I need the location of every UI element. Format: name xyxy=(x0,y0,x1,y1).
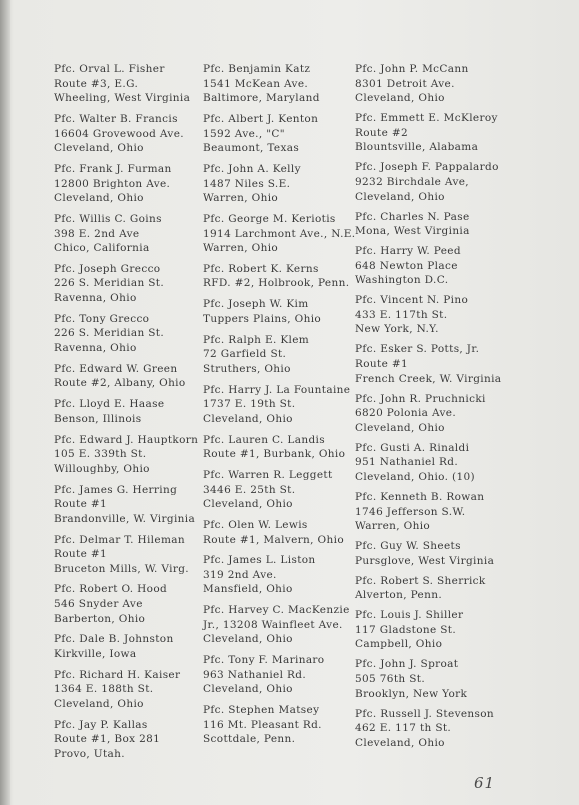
soldier-name: Pfc. Edward J. Hauptkorn xyxy=(54,433,199,446)
roster-entry xyxy=(54,582,202,626)
roster-entry xyxy=(355,293,505,337)
address-line: Mona, West Virginia xyxy=(355,225,470,238)
roster-entry xyxy=(203,603,353,647)
soldier-name: Pfc. Orval L. Fisher xyxy=(54,63,165,75)
address-line: 1541 McKean Ave. xyxy=(203,77,309,90)
address-line: Jr., 13208 Wainfleet Ave. xyxy=(203,618,343,631)
soldier-name: Pfc. Harry J. La Fountaine xyxy=(203,383,351,396)
soldier-name: Pfc. John P. McCann xyxy=(355,63,469,75)
address-line: Campbell, Ohio xyxy=(355,638,443,651)
address-line: 72 Garfield St. xyxy=(203,348,287,361)
address-line: Provo, Utah. xyxy=(54,747,125,760)
roster-entry xyxy=(203,297,353,326)
soldier-name: Pfc. Richard H. Kaiser xyxy=(54,668,181,681)
roster-entry xyxy=(355,657,505,701)
soldier-name: Pfc. Tony Grecco xyxy=(54,312,150,325)
roster-entry xyxy=(355,342,505,386)
address-line: Cleveland, Ohio xyxy=(54,142,144,155)
soldier-name: Pfc. Frank J. Furman xyxy=(54,162,172,175)
address-line: 226 S. Meridian St. xyxy=(54,327,165,340)
address-line: Pursglove, West Virginia xyxy=(355,554,495,567)
roster-entry xyxy=(203,518,353,547)
roster-entry xyxy=(203,468,353,512)
address-line: 319 2nd Ave. xyxy=(203,568,277,581)
roster-entry xyxy=(355,574,505,603)
soldier-name: Pfc. Russell J. Stevenson xyxy=(355,707,495,720)
address-line: Route #1 xyxy=(54,548,108,561)
address-line: Cleveland, Ohio xyxy=(203,498,293,511)
address-line: 9232 Birchdale Ave, xyxy=(355,175,469,188)
soldier-name: Pfc. Esker S. Potts, Jr. xyxy=(355,343,480,356)
roster-entry xyxy=(355,490,505,534)
address-line: Barberton, Ohio xyxy=(54,612,146,625)
address-line: 1364 E. 188th St. xyxy=(54,683,154,696)
address-line: Chico, California xyxy=(54,242,150,255)
address-line: Warren, Ohio xyxy=(355,520,431,533)
soldier-name: Pfc. Olen W. Lewis xyxy=(203,518,308,531)
address-line: 1487 Niles S.E. xyxy=(203,177,291,190)
address-line: 1914 Larchmont Ave., N.E. xyxy=(203,227,356,240)
soldier-name: Pfc. Jay P. Kallas xyxy=(54,718,148,731)
address-line: 1592 Ave., "C" xyxy=(203,127,285,140)
roster-entry xyxy=(355,392,505,436)
roster-entry xyxy=(54,262,202,306)
address-line: Cleveland, Ohio xyxy=(355,190,445,203)
soldier-name: Pfc. Charles N. Pase xyxy=(355,210,470,223)
address-line: Cleveland, Ohio xyxy=(355,421,445,434)
address-line: RFD. #2, Holbrook, Penn. xyxy=(203,277,350,290)
roster-entry xyxy=(203,62,353,106)
address-line: Cleveland, Ohio xyxy=(203,683,293,696)
roster-entry xyxy=(355,539,505,568)
soldier-name: Pfc. John A. Kelly xyxy=(203,162,301,175)
address-line: Route #2 xyxy=(355,126,409,139)
soldier-name: Pfc. James G. Herring xyxy=(54,483,178,496)
soldier-name: Pfc. Robert S. Sherrick xyxy=(355,574,486,587)
address-line: Cleveland, Ohio xyxy=(203,633,293,646)
address-line: Willoughby, Ohio xyxy=(54,462,150,475)
soldier-name: Pfc. George M. Keriotis xyxy=(203,212,336,225)
address-line: Route #1, Burbank, Ohio xyxy=(203,448,346,461)
address-line: Brooklyn, New York xyxy=(355,687,468,700)
address-line: 1737 E. 19th St. xyxy=(203,398,296,411)
address-line: 117 Gladstone St. xyxy=(355,623,457,636)
roster-entry xyxy=(355,210,505,239)
soldier-name: Pfc. Ralph E. Klem xyxy=(203,333,310,346)
soldier-name: Pfc. Harvey C. MacKenzie xyxy=(203,604,350,617)
address-line: Kirkville, Iowa xyxy=(54,648,137,661)
address-line: Route #1 xyxy=(54,498,108,511)
roster-entry xyxy=(54,162,202,206)
roster-entry xyxy=(54,397,202,426)
address-line: 398 E. 2nd Ave xyxy=(54,227,140,240)
roster-entry xyxy=(54,483,202,527)
roster-entry xyxy=(203,162,353,206)
address-line: 462 E. 117 th St. xyxy=(355,722,452,735)
roster-entry xyxy=(203,433,353,462)
roster-entry xyxy=(203,703,353,747)
roster-entry xyxy=(54,212,202,256)
address-line: Route #3, E.G. xyxy=(54,77,139,90)
address-line: 1746 Jefferson S.W. xyxy=(355,505,466,518)
soldier-name: Pfc. Guy W. Sheets xyxy=(355,540,461,553)
roster-entry xyxy=(355,111,505,155)
address-line: 3446 E. 25th St. xyxy=(203,483,296,496)
roster-entry xyxy=(355,707,505,751)
address-line: 6820 Polonia Ave. xyxy=(355,407,457,420)
soldier-name: Pfc. Albert J. Kenton xyxy=(203,112,319,125)
roster-entry xyxy=(203,333,353,377)
address-line: 116 Mt. Pleasant Rd. xyxy=(203,718,322,731)
address-line: Route #1, Malvern, Ohio xyxy=(203,533,344,546)
address-line: 951 Nathaniel Rd. xyxy=(355,456,459,469)
soldier-name: Pfc. John J. Sproat xyxy=(355,658,459,671)
address-line: Mansfield, Ohio xyxy=(203,583,293,596)
soldier-name: Pfc. James L. Liston xyxy=(203,554,316,567)
roster-entry xyxy=(54,668,202,712)
address-line: 963 Nathaniel Rd. xyxy=(203,668,307,681)
address-line: Route #1 xyxy=(355,358,409,371)
address-line: Benson, Illinois xyxy=(54,412,142,425)
soldier-name: Pfc. Kenneth B. Rowan xyxy=(355,490,485,503)
roster-entry xyxy=(54,632,202,661)
address-line: 8301 Detroit Ave. xyxy=(355,77,455,90)
address-line: Ravenna, Ohio xyxy=(54,292,137,305)
address-line: 12800 Brighton Ave. xyxy=(54,177,171,190)
address-line: 648 Newton Place xyxy=(355,259,458,272)
address-line: Struthers, Ohio xyxy=(203,362,291,375)
address-line: Beaumont, Texas xyxy=(203,142,300,155)
address-line: 433 E. 117th St. xyxy=(355,308,448,321)
roster-entry xyxy=(54,433,202,477)
page-number: 61 xyxy=(474,774,496,792)
soldier-name: Pfc. Walter B. Francis xyxy=(54,112,178,125)
roster-entry xyxy=(203,262,353,291)
address-line: New York, N.Y. xyxy=(355,323,439,336)
address-line: Tuppers Plains, Ohio xyxy=(203,312,322,325)
roster-entry xyxy=(355,62,505,106)
roster-entry xyxy=(54,533,202,577)
roster-column-2 xyxy=(203,62,356,753)
soldier-name: Pfc. Joseph Grecco xyxy=(54,262,161,275)
soldier-name: Pfc. Benjamin Katz xyxy=(203,63,311,75)
roster-entry xyxy=(355,244,505,288)
soldier-name: Pfc. Tony F. Marinaro xyxy=(203,654,325,667)
roster-entry xyxy=(203,653,353,697)
soldier-name: Pfc. Edward W. Green xyxy=(54,362,178,375)
soldier-name: Pfc. Dale B. Johnston xyxy=(54,633,174,646)
address-line: Baltimore, Maryland xyxy=(203,92,320,105)
roster-column-3 xyxy=(355,62,505,756)
address-line: Route #1, Box 281 xyxy=(54,733,161,746)
soldier-name: Pfc. Joseph F. Pappalardo xyxy=(355,161,499,174)
roster-entry xyxy=(203,212,356,256)
address-line: Washington D.C. xyxy=(355,274,449,287)
soldier-name: Pfc. Willis C. Goins xyxy=(54,212,162,225)
roster-entry xyxy=(203,112,353,156)
roster-entry xyxy=(355,441,505,485)
address-line: Brandonville, W. Virginia xyxy=(54,512,196,525)
address-line: 226 S. Meridian St. xyxy=(54,277,165,290)
soldier-name: Pfc. Vincent N. Pino xyxy=(355,294,469,307)
address-line: Ravenna, Ohio xyxy=(54,342,137,355)
address-line: Cleveland, Ohio xyxy=(54,192,144,205)
address-line: Cleveland, Ohio xyxy=(54,698,144,710)
soldier-name: Pfc. Emmett E. McKleroy xyxy=(355,112,498,125)
roster-entry xyxy=(355,608,505,652)
address-line: Cleveland, Ohio xyxy=(355,736,445,749)
address-line: Wheeling, West Virginia xyxy=(54,92,191,105)
roster-column-1 xyxy=(54,62,202,768)
soldier-name: Pfc. Lloyd E. Haase xyxy=(54,398,165,411)
address-line: Warren, Ohio xyxy=(203,192,279,205)
address-line: Route #2, Albany, Ohio xyxy=(54,377,186,390)
roster-entry xyxy=(203,553,353,597)
address-line: Cleveland, Ohio. (10) xyxy=(355,470,475,483)
roster-entry xyxy=(203,383,353,427)
address-line: 546 Snyder Ave xyxy=(54,598,143,611)
soldier-name: Pfc. Robert K. Kerns xyxy=(203,262,319,275)
soldier-name: Pfc. Lauren C. Landis xyxy=(203,433,325,446)
soldier-name: Pfc. Robert O. Hood xyxy=(54,583,168,596)
soldier-name: Pfc. Delmar T. Hileman xyxy=(54,533,185,546)
roster-entry xyxy=(54,718,202,762)
address-line: Warren, Ohio xyxy=(203,242,279,255)
roster-entry xyxy=(54,62,202,106)
soldier-name: Pfc. Stephen Matsey xyxy=(203,704,320,717)
address-line: Bruceton Mills, W. Virg. xyxy=(54,562,189,575)
address-line: Scottdale, Penn. xyxy=(203,733,296,746)
roster-entry xyxy=(54,112,202,156)
address-line: Blountsville, Alabama xyxy=(355,141,479,154)
roster-entry xyxy=(54,362,202,391)
address-line: 16604 Grovewood Ave. xyxy=(54,127,184,140)
roster-entry xyxy=(54,312,202,356)
address-line: 105 E. 339th St. xyxy=(54,448,147,461)
soldier-name: Pfc. Harry W. Peed xyxy=(355,245,461,258)
soldier-name: Pfc. Louis J. Shiller xyxy=(355,609,464,622)
page-binding-shadow xyxy=(0,0,10,805)
address-line: Alverton, Penn. xyxy=(355,589,443,602)
roster-entry xyxy=(355,160,505,204)
soldier-name: Pfc. Joseph W. Kim xyxy=(203,298,309,311)
soldier-name: Pfc. Warren R. Leggett xyxy=(203,468,333,481)
soldier-name: Pfc. Gusti A. Rinaldi xyxy=(355,441,470,454)
address-line: Cleveland, Ohio xyxy=(203,412,293,425)
address-line: French Creek, W. Virginia xyxy=(355,372,502,385)
address-line: 505 76th St. xyxy=(355,673,426,686)
soldier-name: Pfc. John R. Pruchnicki xyxy=(355,392,486,405)
address-line: Cleveland, Ohio xyxy=(355,92,445,105)
